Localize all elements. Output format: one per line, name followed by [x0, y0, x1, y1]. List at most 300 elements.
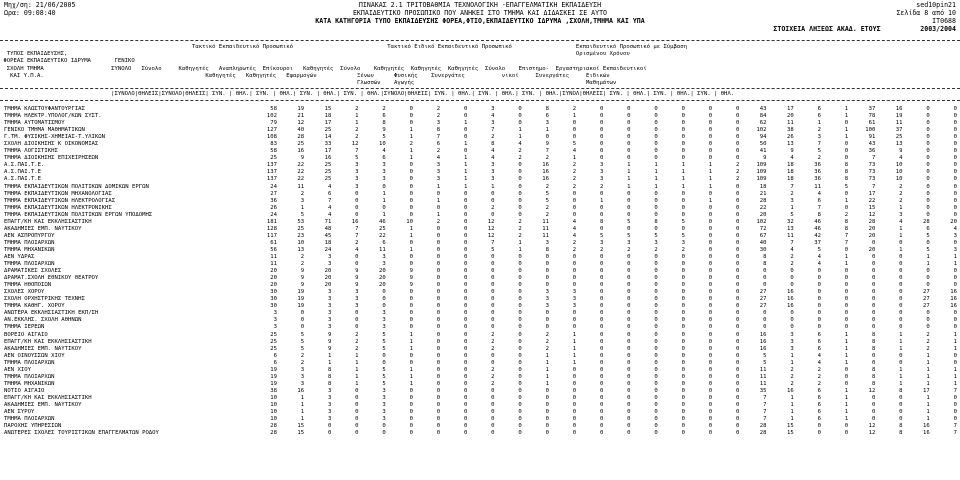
cell-value: 0	[518, 338, 522, 345]
cell-value: 9	[355, 282, 359, 289]
cell-value: 0	[708, 239, 713, 246]
cell-value: 16	[787, 303, 794, 310]
cell-value: 0	[708, 331, 713, 338]
cell-value: 0	[735, 225, 740, 232]
cell-value: 0	[599, 225, 604, 232]
cell-value: 0	[871, 359, 876, 366]
cell-value: 6	[327, 190, 332, 197]
cell-value: 0	[491, 352, 495, 359]
table-row	[0, 219, 960, 226]
cell-value: 0	[926, 268, 930, 275]
cell-value: 1	[327, 359, 332, 366]
cell-value: 3	[817, 134, 821, 141]
cell-value: 2	[300, 359, 305, 366]
cell-value: 1	[844, 331, 849, 338]
cell-value: 0	[953, 401, 957, 408]
cell-value: 0	[926, 324, 930, 331]
table-row	[0, 317, 960, 324]
cell-value: 0	[572, 127, 577, 134]
cell-value: 11	[270, 261, 277, 268]
cell-value: 0	[953, 120, 957, 127]
cell-value: 0	[790, 268, 794, 275]
table-row	[0, 353, 960, 360]
cell-value: 0	[545, 261, 549, 268]
cell-value: 10	[406, 218, 413, 225]
cell-value: 0	[708, 275, 713, 282]
cell-value: 0	[735, 120, 740, 127]
cell-value: 2	[899, 183, 903, 190]
cell-value: 0	[708, 261, 713, 268]
cell-value: 6	[545, 113, 549, 120]
table-row	[0, 113, 960, 120]
cell-value: 0	[654, 416, 658, 423]
cell-value: 7	[491, 239, 495, 246]
cell-value: 3	[681, 239, 685, 246]
cell-value: 0	[518, 211, 522, 218]
cell-value: 10	[895, 169, 903, 176]
cell-value: 0	[599, 275, 604, 282]
cell-value: 18	[324, 113, 332, 120]
cell-value: 0	[355, 253, 359, 260]
cell-value: 1	[545, 127, 549, 134]
cell-value: 11	[542, 225, 549, 232]
cell-value: 7	[844, 232, 849, 239]
cell-value: 0	[409, 253, 413, 260]
cell-value: 0	[681, 409, 685, 416]
cell-value: 19	[270, 373, 277, 380]
cell-value: 45	[324, 232, 332, 239]
cell-value: 3	[382, 401, 386, 408]
page-number: Σελίδα 8 από 10	[896, 9, 956, 17]
cell-value: 0	[871, 268, 876, 275]
row-label: ΤΜΗΜΑ ΜΗΧΑΝΙΚΩΝ	[4, 380, 55, 387]
cell-value: 13	[787, 141, 794, 148]
cell-value: 3	[599, 162, 604, 169]
cell-value: 1	[926, 373, 930, 380]
cell-value: 3	[436, 176, 441, 183]
cell-value: 37	[868, 106, 876, 112]
cell-value: 8	[763, 253, 767, 260]
cell-value: 0	[735, 127, 740, 134]
cell-value: 0	[953, 134, 957, 141]
cell-value: 0	[735, 239, 740, 246]
cell-value: 0	[790, 317, 794, 324]
cell-value: 0	[681, 275, 685, 282]
cell-value: 0	[572, 204, 577, 211]
cell-value: 0	[763, 324, 767, 331]
cell-value: 1	[953, 338, 957, 345]
table-row	[0, 409, 960, 416]
cell-value: 0	[627, 430, 631, 437]
cell-value: 0	[681, 352, 685, 359]
cell-value: 0	[681, 282, 685, 289]
table-row	[0, 212, 960, 219]
cell-value: 16	[923, 423, 930, 430]
cell-value: 8	[871, 331, 876, 338]
cell-value: 1	[708, 176, 713, 183]
cell-value: 0	[463, 127, 468, 134]
cell-value: 0	[627, 380, 631, 387]
cell-value: 0	[899, 324, 903, 331]
cell-value: 0	[627, 127, 631, 134]
cell-value: 0	[409, 169, 413, 176]
cell-value: 8	[763, 261, 767, 268]
cell-value: 4	[491, 148, 495, 155]
cell-value: 1	[355, 352, 359, 359]
cell-value: 0	[708, 141, 713, 148]
cell-value: 6	[817, 394, 821, 401]
cell-value: 0	[627, 211, 631, 218]
table-row	[0, 176, 960, 183]
cell-value: 0	[436, 253, 441, 260]
cell-value: 0	[926, 239, 930, 246]
cell-value: 0	[599, 211, 604, 218]
cell-value: 0	[654, 275, 658, 282]
table-row	[0, 240, 960, 247]
cell-value: 0	[463, 268, 468, 275]
cell-value: 15	[868, 204, 876, 211]
report-id: IT0688	[932, 17, 956, 25]
cell-value: 3	[491, 106, 495, 112]
cell-value: 0	[871, 324, 876, 331]
cell-value: 0	[436, 331, 441, 338]
cell-value: 4	[817, 253, 821, 260]
cell-value: 13	[895, 141, 903, 148]
cell-value: 0	[355, 430, 359, 437]
cell-value: 7	[763, 394, 767, 401]
cell-value: 5	[763, 359, 767, 366]
cell-value: 0	[599, 387, 604, 394]
cell-value: 0	[735, 218, 740, 225]
cell-value: 3	[545, 120, 549, 127]
cell-value: 0	[708, 324, 713, 331]
cell-value: 28	[868, 218, 876, 225]
cell-value: 25	[895, 134, 903, 141]
cell-value: 0	[735, 282, 740, 289]
cell-value: 6	[817, 331, 821, 338]
cell-value: 0	[654, 211, 658, 218]
cell-value: 46	[814, 218, 821, 225]
cell-value: 0	[899, 261, 903, 268]
cell-value: 1	[790, 352, 794, 359]
table-row	[0, 423, 960, 430]
cell-value: 0	[436, 380, 441, 387]
cell-value: 1	[627, 162, 631, 169]
cell-value: 0	[953, 169, 957, 176]
cell-value: 0	[790, 310, 794, 317]
cell-value: 0	[409, 211, 413, 218]
cell-value: 0	[790, 275, 794, 282]
cell-value: 0	[355, 423, 359, 430]
cell-value: 0	[953, 204, 957, 211]
cell-value: 7	[763, 409, 767, 416]
cell-value: 0	[708, 296, 713, 303]
cell-value: 3	[382, 409, 386, 416]
cell-value: 5	[790, 211, 794, 218]
cell-value: 8	[327, 373, 332, 380]
cell-value: 0	[436, 324, 441, 331]
cell-value: 1	[463, 155, 468, 162]
cell-value: 0	[899, 239, 903, 246]
cell-value: 16	[787, 289, 794, 296]
academic-year: ΣΤΟΙΧΕΙΑ ΛΗΞΕΩΣ ΑΚΑΔ. ΕΤΟΥΣ 2003/2004	[773, 25, 956, 33]
cell-value: 12	[868, 387, 876, 394]
row-label: ΑΝ.ΕΚΚΛΗΣ. ΣΧΟΛΗ ΑΘΗΝΩΝ	[4, 317, 82, 324]
cell-value: 3	[327, 317, 332, 324]
cell-value: 3	[491, 176, 495, 183]
cell-value: 0	[409, 310, 413, 317]
cell-value: 20	[787, 113, 794, 120]
cell-value: 15	[324, 106, 332, 112]
table-row	[0, 226, 960, 233]
row-label: ΣΧΟΛΗ ΟΡΧΗΣΤΡΙΚΗΣ ΤΕΧΝΗΣ	[4, 296, 85, 303]
cell-value: 5	[382, 366, 386, 373]
cell-value: 1	[953, 253, 957, 260]
cell-value: 0	[735, 197, 740, 204]
cell-value: 1	[844, 106, 849, 112]
cell-value: 0	[926, 282, 930, 289]
cell-value: 5	[382, 134, 386, 141]
cell-value: 0	[491, 394, 495, 401]
cell-value: 0	[654, 331, 658, 338]
cell-value: 0	[436, 387, 441, 394]
cell-value: 0	[599, 324, 604, 331]
cell-value: 0	[355, 416, 359, 423]
cell-value: 1	[409, 373, 413, 380]
cell-value: 3	[327, 387, 332, 394]
cell-value: 0	[899, 317, 903, 324]
cell-value: 0	[844, 380, 849, 387]
cell-value: 0	[953, 183, 957, 190]
table-row	[0, 416, 960, 423]
cell-value: 0	[463, 275, 468, 282]
cell-value: 0	[926, 204, 930, 211]
cell-value: 9	[790, 148, 794, 155]
cell-value: 0	[599, 317, 604, 324]
cell-value: 18	[787, 176, 794, 183]
cell-value: 1	[790, 416, 794, 423]
cell-value: 19	[297, 303, 305, 310]
cell-value: 0	[409, 394, 413, 401]
cell-value: 1	[545, 366, 549, 373]
cell-value: 1	[409, 366, 413, 373]
cell-value: 0	[599, 268, 604, 275]
table-row	[0, 254, 960, 261]
cell-value: 0	[463, 282, 468, 289]
cell-value: 1	[300, 204, 305, 211]
cell-value: 0	[545, 310, 549, 317]
cell-value: 1	[572, 345, 577, 352]
cell-value: 0	[518, 345, 522, 352]
cell-value: 11	[542, 218, 549, 225]
cell-value: 2	[735, 176, 740, 183]
table-row	[0, 402, 960, 409]
cell-value: 0	[436, 275, 441, 282]
cell-value: 3	[953, 232, 957, 239]
cell-value: 0	[545, 324, 549, 331]
cell-value: 0	[681, 345, 685, 352]
column-header-line: |ΣΥΝΟΛΟ|ΘΗΛΕΙΣ|ΣΥΝΟΛΟ|ΘΗΛΕΙΣ| ΣΥΝ. | ΘΗΛ.| ΣΥΝ. | ΘΗΛ.| ΣΥΝ. | ΘΗΛ.| ΣΥΝ. | ΘΗΛ.|ΣΥΝΟΛΟ|ΘΗΛΕΙΣ| ΣΥΝ. | ΘΗΛ.| ΣΥΝ. | ΘΗΛ.| ΣΥΝ. | ΘΗΛ.|ΣΥΝΟΛ|ΘΗΛΕΙΣ| ΣΥΝ. | ΘΗΛ.| ΣΥΝ. | ΘΗΛ.| ΣΥΝ. | ΘΗΛ.	[0, 91, 735, 97]
cell-value: 2	[491, 373, 495, 380]
cell-value: 3	[327, 303, 332, 310]
cell-value: 0	[681, 289, 685, 296]
cell-value: 3	[790, 345, 794, 352]
cell-value: 0	[463, 218, 468, 225]
cell-value: 0	[871, 275, 876, 282]
cell-value: 1	[899, 373, 903, 380]
cell-value: 61	[270, 239, 277, 246]
cell-value: 3	[599, 239, 604, 246]
cell-value: 19	[895, 113, 903, 120]
cell-value: 1	[409, 127, 413, 134]
cell-value: 0	[681, 373, 685, 380]
cell-value: 0	[409, 120, 413, 127]
cell-value: 0	[518, 401, 522, 408]
cell-value: 0	[545, 430, 549, 437]
cell-value: 7	[327, 197, 332, 204]
cell-value: 0	[654, 197, 658, 204]
cell-value: 1	[899, 225, 903, 232]
table-row	[0, 247, 960, 254]
cell-value: 6	[817, 416, 821, 423]
cell-value: 8	[871, 345, 876, 352]
cell-value: 61	[868, 120, 876, 127]
table-row	[0, 332, 960, 339]
cell-value: 0	[409, 296, 413, 303]
cell-value: 0	[627, 204, 631, 211]
cell-value: 16	[324, 155, 332, 162]
cell-value: 4	[790, 246, 794, 253]
cell-value: 9	[327, 345, 332, 352]
cell-value: 8	[327, 366, 332, 373]
cell-value: 0	[463, 134, 468, 141]
cell-value: 0	[681, 204, 685, 211]
cell-value: 12	[487, 218, 495, 225]
cell-value: 7	[763, 401, 767, 408]
cell-value: 0	[463, 246, 468, 253]
cell-value: 0	[545, 416, 549, 423]
cell-value: 2	[491, 134, 495, 141]
cell-value: 4	[817, 261, 821, 268]
cell-value: 0	[654, 225, 658, 232]
cell-value: 3	[327, 261, 332, 268]
cell-value: 0	[926, 127, 930, 134]
table-row	[0, 233, 960, 240]
cell-value: 0	[545, 317, 549, 324]
cell-value: 0	[654, 155, 658, 162]
cell-value: 2	[491, 204, 495, 211]
column-header-line: Γλωσσών Αγωγής Μαθημάτων	[0, 80, 617, 86]
cell-value: 1	[463, 169, 468, 176]
cell-value: 0	[654, 430, 658, 437]
cell-value: 30	[270, 296, 277, 303]
cell-value: 0	[355, 324, 359, 331]
cell-value: 5	[382, 380, 386, 387]
cell-value: 0	[681, 310, 685, 317]
cell-value: 14	[324, 134, 332, 141]
cell-value: 100	[865, 127, 876, 134]
cell-value: 0	[599, 127, 604, 134]
cell-value: 11	[270, 253, 277, 260]
cell-value: 7	[817, 204, 821, 211]
cell-value: 4	[436, 155, 441, 162]
cell-value: 0	[382, 289, 386, 296]
cell-value: 0	[599, 113, 604, 120]
cell-value: 0	[572, 387, 577, 394]
cell-value: 1	[436, 183, 441, 190]
cell-value: 1	[355, 373, 359, 380]
cell-value: 16	[759, 338, 767, 345]
cell-value: 6	[436, 141, 441, 148]
cell-value: 0	[735, 155, 740, 162]
cell-value: 0	[926, 120, 930, 127]
cell-value: 0	[681, 113, 685, 120]
cell-value: 0	[627, 106, 631, 112]
cell-value: 0	[899, 352, 903, 359]
cell-value: 0	[627, 282, 631, 289]
cell-value: 8	[899, 430, 903, 437]
cell-value: 16	[351, 218, 359, 225]
cell-value: 0	[409, 401, 413, 408]
cell-value: 11	[297, 183, 305, 190]
cell-value: 8	[491, 141, 495, 148]
cell-value: 0	[735, 232, 740, 239]
cell-value: 8	[545, 106, 549, 112]
cell-value: 0	[409, 261, 413, 268]
cell-value: 0	[463, 387, 468, 394]
cell-value: 2	[355, 106, 359, 112]
cell-value: 28	[759, 197, 767, 204]
table-row	[0, 310, 960, 317]
cell-value: 0	[708, 127, 713, 134]
cell-value: 0	[491, 211, 495, 218]
cell-value: 8	[382, 120, 386, 127]
cell-value: 0	[436, 430, 441, 437]
cell-value: 0	[599, 190, 604, 197]
cell-value: 109	[756, 176, 767, 183]
cell-value: 9	[300, 282, 305, 289]
cell-value: 3	[355, 289, 359, 296]
cell-value: 7	[844, 239, 849, 246]
cell-value: 0	[926, 113, 930, 120]
cell-value: 0	[844, 430, 849, 437]
cell-value: 0	[708, 401, 713, 408]
cell-value: 0	[627, 373, 631, 380]
cell-value: 0	[763, 268, 767, 275]
cell-value: 9	[382, 127, 386, 134]
cell-value: 8	[899, 387, 903, 394]
cell-value: 1	[681, 169, 685, 176]
cell-value: 0	[681, 296, 685, 303]
cell-value: 0	[572, 253, 577, 260]
cell-value: 5	[844, 183, 849, 190]
cell-value: 1	[926, 359, 930, 366]
cell-value: 0	[953, 324, 957, 331]
cell-value: 1	[572, 113, 577, 120]
cell-value: 0	[463, 373, 468, 380]
cell-value: 0	[654, 373, 658, 380]
cell-value: 0	[708, 148, 713, 155]
cell-value: 2	[599, 246, 604, 253]
cell-value: 27	[759, 296, 767, 303]
row-label: ΕΠΑΓΓ/ΚΗ ΚΑΙ ΕΚΚΛΗΣΙΑΣΤΙΚΗ	[4, 218, 92, 225]
cell-value: 2	[817, 127, 821, 134]
cell-value: 0	[953, 113, 957, 120]
cell-value: 0	[735, 394, 740, 401]
cell-value: 0	[763, 317, 767, 324]
cell-value: 0	[953, 239, 957, 246]
cell-value: 0	[844, 423, 849, 430]
